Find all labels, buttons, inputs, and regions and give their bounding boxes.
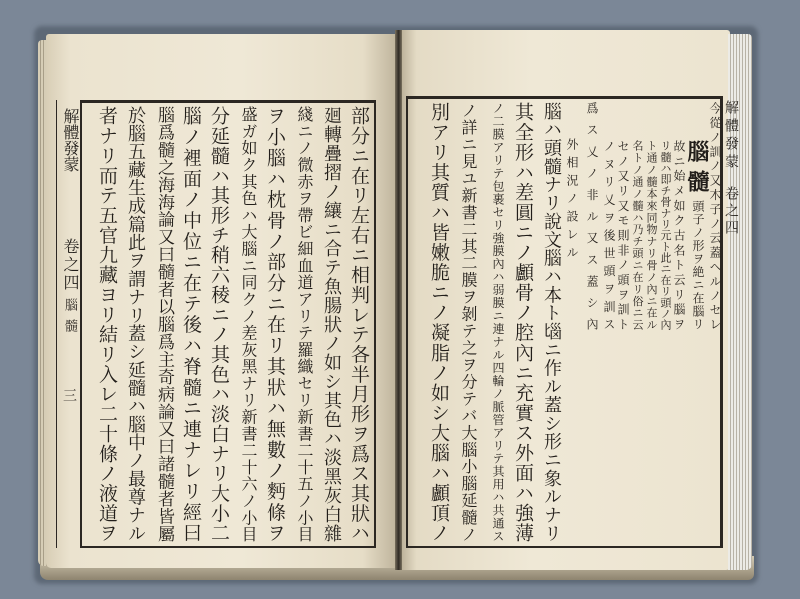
margin-folio: 三 bbox=[61, 388, 77, 402]
commentary-column: 名トノ通ノ髓ハ乃チ頭ニ在リ俗ニ云 bbox=[631, 140, 644, 330]
book-spine-gutter bbox=[395, 30, 402, 570]
text-column: 廻轉疊摺ノ纕ニ合テ魚腸狀ノ如シ其色ハ淡黑灰白雜 bbox=[321, 106, 342, 542]
text-column: 綫ニノ微赤ヲ帶ビ細血道アリテ羅織セリ新書二十五ノ小目 bbox=[295, 106, 314, 542]
commentary-column: 爲ス乂ノ非ル又ス蓋シ內 bbox=[585, 102, 599, 330]
commentary-column: セノ又リ又モ則非ノ頭ヲ訓ト bbox=[616, 140, 630, 330]
commentary-column: 故ニ始メ如ク古名ト云リ腦ヲ bbox=[672, 140, 686, 330]
commentary-column: リ髓ハ即チ骨ナリ元ト此ニ在リ頭ノ內 bbox=[659, 140, 672, 330]
text-column: 腦ノ裡面ノ中位ニ在テ後ハ脊髓ニ連ナレリ經曰 bbox=[180, 106, 202, 542]
margin-book-title: 解體發蒙 bbox=[61, 108, 80, 172]
margin-book-title: 解體發蒙 bbox=[723, 100, 739, 168]
text-column: 於腦五藏生成篇此ヲ謂ナリ蓋シ延髓ハ腦中ノ最尊ナル bbox=[125, 106, 146, 542]
text-column: ヲ小腦ハ枕骨ノ部分ニ在リ其狀ハ無數ノ麪條ヲ bbox=[264, 106, 286, 543]
commentary-column: ノヌリ乂ヲ後世頭ヲ訓ス bbox=[602, 140, 616, 330]
text-column: 其全形ハ差圓ニノ顱骨ノ腔內ニ充實ス外面ハ強薄 bbox=[512, 102, 534, 542]
text-column: 腦爲髓之海海論又曰髓者以腦爲主奇病論又曰諸髓者皆屬 bbox=[154, 106, 174, 542]
margin-section: 腦髓 bbox=[62, 298, 77, 332]
text-column: 別アリ其質ハ皆嫩脆ニノ凝脂ノ如シ大腦ハ顱頂ノ bbox=[428, 102, 450, 542]
side-note: 外相況ノ設レル bbox=[565, 138, 579, 258]
text-column: 部分ニ在リ左右ニ相判レテ各半月形ヲ爲ス其狀ハ bbox=[348, 106, 370, 542]
right-page-margin-label bbox=[722, 96, 738, 548]
commentary-column: 今從ノ訓ノ又木子ノ云蓋ヘルノセレ bbox=[708, 102, 722, 330]
left-page-margin-label bbox=[56, 100, 80, 548]
text-column: 盛ガ如ク其色ハ大腦ニ同クノ差灰黑ナリ新書二十六ノ小目 bbox=[239, 106, 258, 542]
commentary-column: ト通ノ髓本來同物ナリ骨ノ內ニ在ル bbox=[645, 140, 658, 330]
section-heading: 腦髓 bbox=[684, 140, 710, 192]
margin-volume: 卷之四 bbox=[61, 238, 80, 290]
text-column: ノ二膜アリテ包裹セリ強膜內ハ弱膜ニ連ナル四輪ノ脈管アリテ其用ハ共通ス bbox=[491, 102, 505, 542]
text-column: 腦ハ頭髓ナリ說文腦ハ本ト匘ニ作ル蓋シ形ニ象ルナリ bbox=[541, 102, 562, 543]
text-column: 分延髓ハ其形チ稍六稜ニノ其色ハ淡白ナリ大小二 bbox=[208, 106, 230, 542]
text-column: ノ詳ニ見ユ新書二其二膜ヲ剝テ之ヲ分テバ大腦小腦延髓ノ bbox=[459, 102, 478, 542]
margin-volume: 卷之四 bbox=[723, 186, 739, 234]
text-column: 者ナリ而テ五官九藏ヨリ結リ入レ二十條ノ液道ヲ bbox=[96, 106, 118, 542]
commentary-column: 頭子ノ形ヲ絶ニ在腦リ bbox=[691, 200, 705, 330]
